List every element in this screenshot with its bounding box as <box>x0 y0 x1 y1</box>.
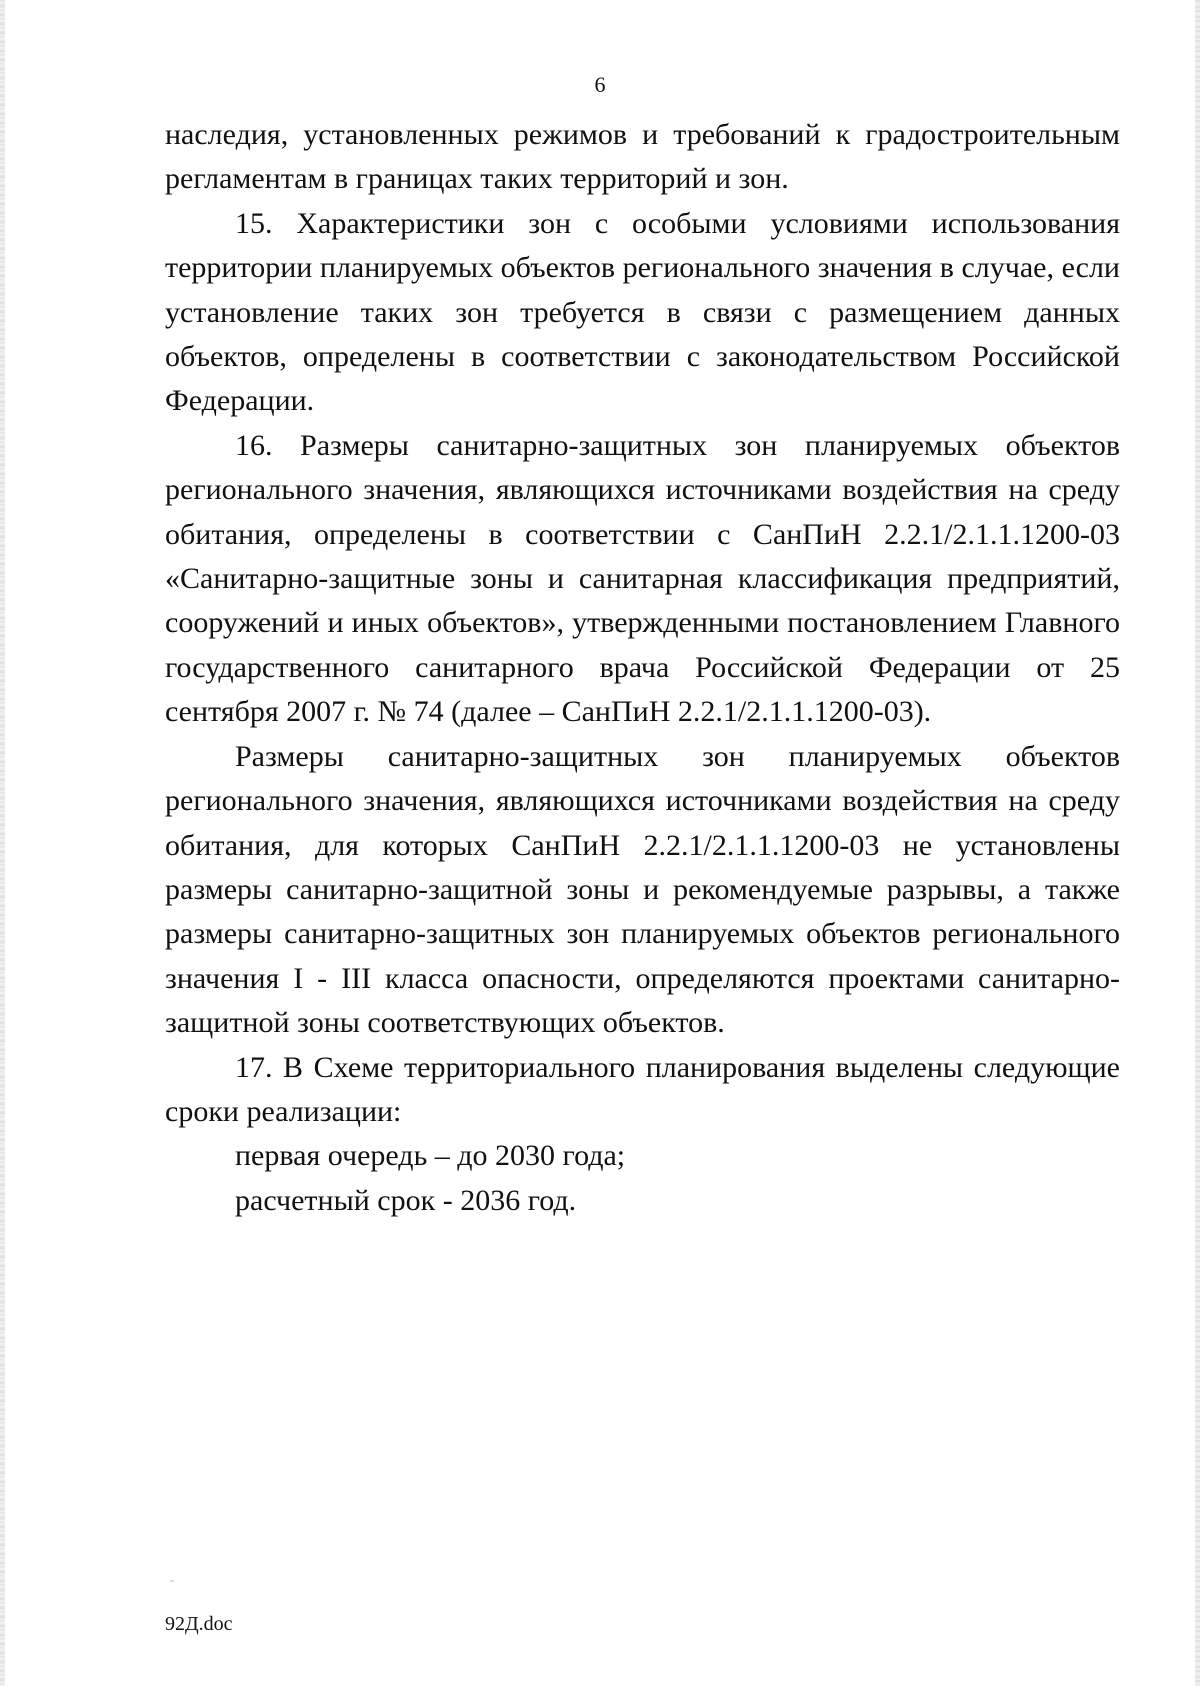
page-number: 6 <box>594 72 606 97</box>
document-body <box>165 113 1120 1223</box>
paragraph-sanitary-zones: Размеры санитарно-защитных зон планируемых объектов регионального значения, являющихся источниками воздействия на среду обитания, для которых СанПиН 2.2.1/2.1.1.1200-03 не установлены размеры санитарно-защитной зоны и рекомендуемые разрывы, а также размеры санитарно-защитных зон планируемых объектов регионального значения I - III класса опасности, определяются проектами санитарно-защитной зоны соответствующих объектов. <box>165 739 1120 1040</box>
paragraph-item-16: 16. Размеры санитарно-защитных зон планируемых объектов регионального значения, являющихся источниками воздействия на среду обитания, определены в соответствии с СанПиН 2.2.1/2.1.1.1200-03 «Санитарно-защитные зоны и санитарная классификация предприятий, сооружений и иных объектов», утвержденными постановлением Главного государственного санитарного врача Российской Федерации от 25 сентября 2007 г. № 74 (далее – СанПиН 2.2.1/2.1.1.1200-03). <box>165 428 1120 729</box>
footer-filename: 92Д.doc <box>165 1613 233 1635</box>
paragraph-item-17: 17. В Схеме территориального планирования выделены следующие сроки реализации: <box>165 1050 1120 1128</box>
scan-edge-right <box>1195 0 1200 1686</box>
list-item-estimated-term: расчетный срок - 2036 год. <box>235 1183 577 1217</box>
scan-edge-left <box>0 0 5 1686</box>
list-item-first-stage: первая очередь – до 2030 года; <box>235 1139 626 1173</box>
scan-speck <box>170 1580 174 1582</box>
paragraph-continuation: наследия, установленных режимов и требований к градостроительным регламентам в границах таких территорий и зон. <box>165 118 1120 196</box>
paragraph-item-15: 15. Характеристики зон с особыми условиями использования территории планируемых объектов регионального значения в случае, если установление таких зон требуется в связи с размещением данных объектов, определены в соответствии с законодательством Российской Федерации. <box>165 206 1120 418</box>
